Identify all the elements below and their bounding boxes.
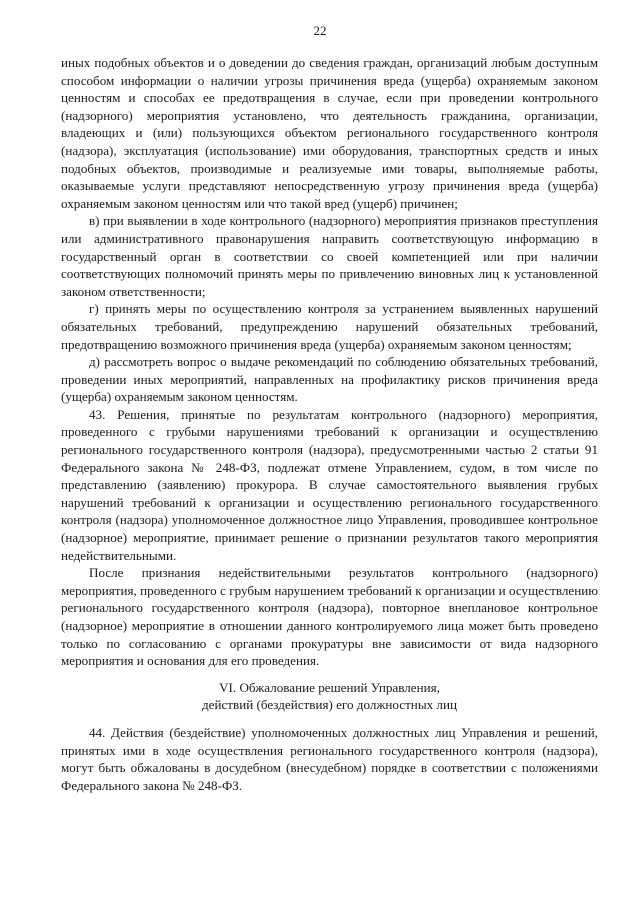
paragraph-clause-43-continued: После признания недействительными результатов контрольного (надзорного) мероприятия, проведенного с грубым нарушением требований к организации и осуществлению регионального государственного контроля (надзора), повторное внеплановое контрольное (надзорное) мероприятие в отношении данного контролируемого лица может быть проведено только по согласованию с органами прокуратуры вне зависимости от вида надзорного мероприятия и основания для его проведения.	[61, 565, 598, 669]
section-heading-line-2: действий (бездействия) его должностных лиц	[202, 697, 457, 713]
paragraph-item-g: г) принять меры по осуществлению контроля за устранением выявленных нарушений обязательных требований, предупреждению нарушений обязательных требований, предотвращению возможного причинения вреда (ущерба) охраняемым законом ценностям;	[61, 301, 598, 352]
section-heading	[61, 679, 598, 714]
paragraph-clause-44: 44. Действия (бездействие) уполномоченных должностных лиц Управления и решений, принятых ими в ходе осуществления регионального государственного контроля (надзора), могут быть обжалованы в досудебном (внесудебном) порядке в соответствии с положениями Федерального закона № 248-ФЗ.	[61, 724, 598, 793]
paragraph-item-d: д) рассмотреть вопрос о выдаче рекомендаций по соблюдению обязательных требований, проведении иных мероприятий, направленных на профилактику рисков причинения вреда (ущерба) охраняемым законом ценностям.	[61, 354, 598, 405]
page-number: 22	[313, 23, 327, 38]
section-heading-line-1: VI. Обжалование решений Управления,	[219, 679, 440, 695]
paragraph-clause-43: 43. Решения, принятые по результатам контрольного (надзорного) мероприятия, проведенного с грубыми нарушениями требований к организации и осуществлению регионального государственного контроля (надзора), предусмотренными частью 2 статьи 91 Федерального закона № 248-ФЗ, подлежат отмене Управлением, судом, в том числе по представлению (заявлению) прокурора. В случае самостоятельного выявления грубых нарушений требований к организации и осуществлению регионального государственного контроля (надзора) уполномоченное должностное лицо Управления, проводившее контрольное (надзорное) мероприятие, принимает решение о признании результатов такого мероприятия недействительными.	[61, 406, 598, 563]
paragraph-item-v: в) при выявлении в ходе контрольного (надзорного) мероприятия признаков преступления или административного правонарушения направить соответствующую информацию в государственный орган в соответствии со своей компетенцией или при наличии соответствующих полномочий принять меры по привлечению виновных лиц к установленной законом ответственности;	[61, 213, 598, 299]
paragraph-continuation: иных подобных объектов и о доведении до сведения граждан, организаций любым доступным способом информации о наличии угрозы причинения вреда (ущерба) охраняемым законом ценностям и способах ее предотвращения в случае, если при проведении контрольного (надзорного) мероприятия установлено, что деятельность гражданина, организации, владеющих и (или) пользующихся объектом регионального государственного контроля (надзора), эксплуатация (использование) ими оборудования, транспортных средств и иных подобных объектов, производимые и реализуемые ими товары, выполняемые работы, оказываемые услуги представляют непосредственную угрозу причинения вреда (ущерба) охраняемым законом ценностям или что такой вред (ущерб) причинен;	[61, 55, 598, 211]
document-body	[61, 54, 598, 794]
